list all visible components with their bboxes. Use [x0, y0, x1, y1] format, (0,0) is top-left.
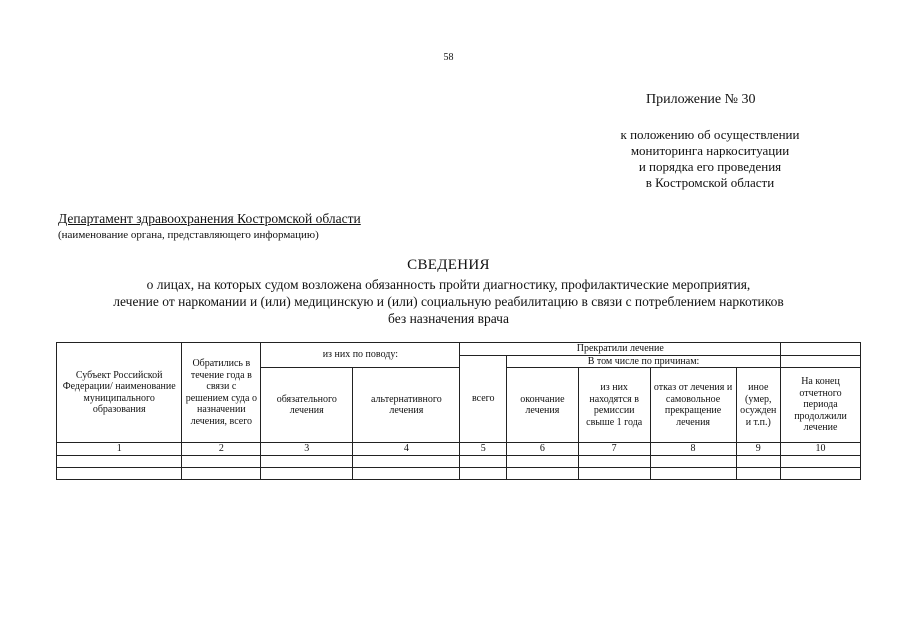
header-end-period-spacer [781, 355, 861, 368]
column-number: 10 [781, 443, 861, 456]
document-description-line: о лицах, на которых судом возложена обязанность пройти диагностику, профилактические мероприятия, [146, 277, 751, 292]
header-other: иное (умер, осужден и т.п.) [736, 368, 781, 443]
column-number: 9 [736, 443, 781, 456]
table-cell [353, 455, 460, 467]
report-table [56, 342, 861, 480]
table-cell [578, 455, 650, 467]
header-remission: из них находятся в ремиссии свыше 1 года [578, 368, 650, 443]
column-number: 8 [650, 443, 736, 456]
table-cell [736, 455, 781, 467]
header-refusal: отказ от лечения и самовольное прекращение лечения [650, 368, 736, 443]
table-cell [781, 467, 861, 479]
table-cell [57, 455, 182, 467]
table-cell [182, 467, 261, 479]
appendix-subtitle-line: в Костромской области [645, 175, 775, 190]
table-cell [650, 455, 736, 467]
table-row [57, 467, 861, 479]
column-number: 4 [353, 443, 460, 456]
appendix-subtitle-line: и порядка его проведения [638, 159, 782, 174]
document-title: СВЕДЕНИЯ [407, 257, 490, 273]
table-cell [506, 467, 578, 479]
header-mandatory: обязательного лечения [261, 368, 353, 443]
table-cell [353, 467, 460, 479]
document-description-line: лечение от наркомании и (или) медицинскую и (или) социальную реабилитацию в связи с потреблением наркотиков [113, 294, 784, 309]
column-number: 1 [57, 443, 182, 456]
header-of-which: из них по поводу: [261, 343, 460, 368]
table-cell [460, 467, 507, 479]
header-end-period: На конец отчетного периода продолжили лечение [781, 368, 861, 443]
column-number: 3 [261, 443, 353, 456]
table-header-row [57, 343, 861, 356]
table-cell [182, 455, 261, 467]
header-subject: Субъект Российской Федерации/ наименование муниципального образования [57, 343, 182, 443]
column-number-row [57, 443, 861, 456]
appendix-title: Приложение № 30 [646, 92, 756, 107]
organization-caption: (наименование органа, представляющего информацию) [58, 229, 319, 241]
header-stopped: Прекратили лечение [460, 343, 781, 356]
column-number: 6 [506, 443, 578, 456]
appendix-subtitle-line: мониторинга наркоситуации [630, 143, 790, 158]
table-cell [261, 455, 353, 467]
header-including: В том числе по причинам: [506, 355, 780, 368]
table-cell [650, 467, 736, 479]
column-number: 5 [460, 443, 507, 456]
document-description [40, 276, 857, 327]
column-number: 7 [578, 443, 650, 456]
header-alternative: альтернативного лечения [353, 368, 460, 443]
appendix-subtitle [560, 127, 860, 191]
header-applied: Обратились в течение года в связи с решением суда о назначении лечения, всего [182, 343, 261, 443]
appendix-subtitle-line: к положению об осуществлении [620, 127, 800, 142]
page-number: 58 [443, 52, 454, 63]
column-number: 2 [182, 443, 261, 456]
table-cell [578, 467, 650, 479]
table-cell [261, 467, 353, 479]
header-end-period-spacer [781, 343, 861, 356]
document-description-line: без назначения врача [388, 311, 509, 326]
table-cell [736, 467, 781, 479]
table-cell [460, 455, 507, 467]
table-row [57, 455, 861, 467]
table-cell [57, 467, 182, 479]
table-cell [781, 455, 861, 467]
header-total: всего [460, 355, 507, 443]
header-completion: окончание лечения [506, 368, 578, 443]
organization-name: Департамент здравоохранения Костромской области [58, 211, 361, 226]
table-cell [506, 455, 578, 467]
